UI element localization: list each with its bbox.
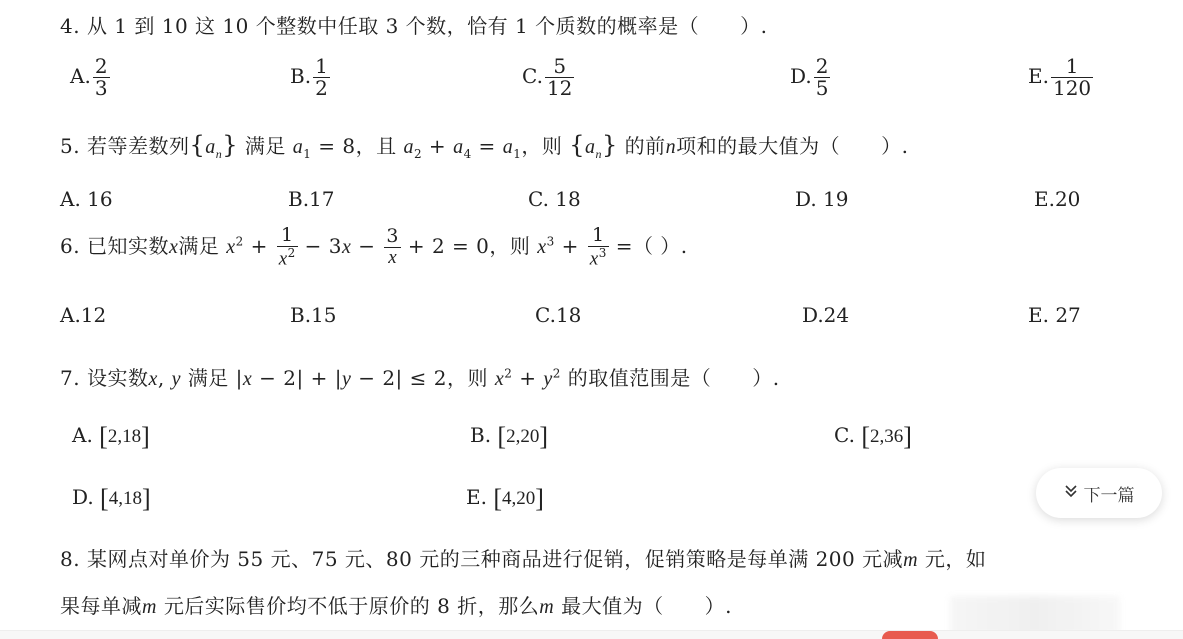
double-chevron-down-icon: [1064, 484, 1078, 502]
q7-option-b: B. [2,20]: [470, 422, 549, 451]
fraction: $\frac{1}{120}$: [1052, 54, 1092, 100]
q4-option-d: D. $\frac{2}{5}$: [790, 54, 829, 100]
red-action-button[interactable]: [882, 631, 938, 639]
q5-option-c: C. 18: [528, 187, 581, 211]
q7-option-e: E. [4,20]: [466, 484, 544, 513]
q5-option-d: D. 19: [795, 187, 849, 211]
next-article-label: 下一篇: [1083, 485, 1135, 506]
q7-stem: 7. 设实数x, y 满足 |x − 2| + |y − 2| ≤ 2，则 $x^2 + y^2$ 的取值范围是（ ）.: [60, 366, 780, 390]
q6-stem: 6. 已知实数x满足 $x^2$ + $\frac{1}{x^2}$ − 3x − $\frac{3}{x}$ + 2 = 0，则 $x^3$ + $\frac{1}{x^3}$ =（ ）.: [60, 224, 688, 270]
q6-option-d: D.24: [802, 303, 850, 327]
q5-option-e: E.20: [1034, 187, 1081, 211]
q6-option-c: C.18: [535, 303, 582, 327]
q6-option-a: A.12: [60, 303, 107, 327]
q4-option-c: C. $\frac{5}{12}$: [522, 54, 573, 100]
q6-option-e: E. 27: [1028, 303, 1081, 327]
q4-option-b: B. $\frac{1}{2}$: [290, 54, 328, 100]
fraction: $\frac{5}{12}$: [546, 54, 573, 100]
q5-option-a: A. 16: [60, 187, 113, 211]
fraction: $\frac{2}{3}$: [94, 54, 108, 100]
q4-option-e: E. $\frac{1}{120}$: [1028, 54, 1092, 100]
q7-option-a: A. [2,18]: [72, 422, 150, 451]
fraction: $\frac{2}{5}$: [815, 54, 829, 100]
q4-option-a: A. $\frac{2}{3}$: [70, 54, 108, 100]
q7-option-d: D. [4,18]: [72, 484, 151, 513]
next-article-button[interactable]: [1036, 468, 1162, 518]
fraction: $\frac{1}{2}$: [315, 54, 328, 100]
q5-option-b: B.17: [288, 187, 335, 211]
q8-line2: 果每单减m 元后实际售价均不低于原价的 8 折，那么m 最大值为（ ）.: [60, 594, 732, 618]
q8-line1: 8. 某网点对单价为 55 元、75 元、80 元的三种商品进行促销，促销策略是每单满 200 元减m 元，如: [60, 547, 987, 571]
q4-stem: 4. 从 1 到 10 这 10 个整数中任取 3 个数，恰有 1 个质数的概率是（ ）.: [60, 14, 768, 38]
q5-stem: 5. 若等差数列$\{a_n\}$ 满足 $a_1 = 8$，且 $a_2 + a_4 = a_1$，则 $\{a_n\}$ 的前n项和的最大值为（ ）.: [60, 131, 909, 161]
q7-option-c: C. [2,36]: [834, 422, 912, 451]
bottom-toolbar: [0, 630, 1183, 639]
q6-option-b: B.15: [290, 303, 337, 327]
